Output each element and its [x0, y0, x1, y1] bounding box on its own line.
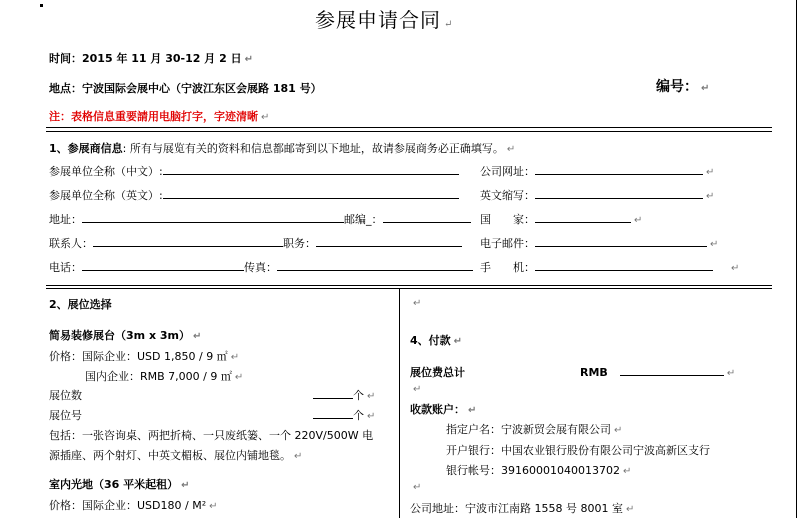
- field-contact: 联系人： 职务：: [49, 235, 462, 251]
- address-input[interactable]: [82, 211, 344, 223]
- section2-heading: 2、展位选择: [49, 298, 112, 311]
- company-address: 公司地址：宁波市江南路 1558 号 8001 室 ↵: [410, 502, 635, 515]
- double-rule-bottom: [46, 131, 772, 132]
- price-intl: 价格：国际企业：USD 1,850 / 9 ㎡ ↵: [49, 350, 240, 363]
- booth-no-input[interactable]: [313, 407, 353, 419]
- return-mark: ↵: [413, 298, 422, 309]
- field-cn-name: 参展单位全称（中文）:: [49, 163, 459, 179]
- phone-input[interactable]: [82, 259, 244, 271]
- en-name-input[interactable]: [163, 187, 459, 199]
- country-input[interactable]: [535, 211, 631, 223]
- event-place: 地点：宁波国际会展中心（宁波江东区会展路 181 号）: [49, 82, 322, 95]
- column-divider: [399, 289, 400, 518]
- red-note: 注：表格信息重要請用电脑打字，字迹清晰 ↵: [49, 110, 270, 123]
- booth-count-input[interactable]: [313, 387, 353, 399]
- contract-number-label: 编号： ↵: [656, 79, 710, 95]
- field-email: 电子邮件： ↵: [480, 237, 719, 250]
- cn-name-input[interactable]: [163, 163, 459, 175]
- field-website: 公司网址： ↵: [480, 165, 715, 178]
- payee-name: 指定户名：宁波新贸会展有限公司 ↵: [446, 423, 623, 436]
- field-address: 地址： 邮编_：: [49, 211, 471, 227]
- payee-account-label: 收款账户： ↵: [410, 403, 477, 416]
- raw-space-title: 室内光地（36 平米起租） ↵: [49, 478, 190, 491]
- section1-heading: 1、参展商信息: 所有与展览有关的资料和信息都邮寄到以下地址，故请参展商务必正确填写。 ↵: [49, 142, 516, 155]
- booth-fee-total-field: RMB ↵: [580, 366, 736, 379]
- section4-heading: 4、付款 ↵: [410, 334, 463, 347]
- field-phone: 电话： 传真：: [49, 259, 473, 275]
- section-divider-bottom: [46, 288, 772, 289]
- event-time: 时间：2015 年 11 月 30-12 月 2 日 ↵: [49, 52, 253, 65]
- double-rule-top: [46, 127, 772, 128]
- booth-no-label: 展位号: [49, 409, 82, 422]
- return-mark-3: ↵: [413, 482, 422, 493]
- booth-no-field: 个 ↵: [313, 407, 375, 423]
- booth-fee-total-label: 展位费总计: [410, 366, 465, 379]
- price-domestic: 国内企业：RMB 7,000 / 9 ㎡ ↵: [85, 370, 244, 383]
- field-en-abbr: 英文缩写： ↵: [480, 189, 715, 202]
- postcode-input[interactable]: [383, 211, 471, 223]
- simple-booth-title: 简易装修展台（3m x 3m） ↵: [49, 329, 202, 342]
- email-input[interactable]: [535, 235, 707, 247]
- position-input[interactable]: [316, 235, 462, 247]
- booth-count-field: 个 ↵: [313, 387, 375, 403]
- includes-line-1: 包括：一张咨询桌、两把折椅、一只废纸篓、一个 220V/500W 电: [49, 429, 374, 442]
- booth-fee-input[interactable]: [620, 364, 724, 376]
- booth-count-label: 展位数: [49, 389, 82, 402]
- raw-space-price: 价格：国际企业：USD180 / M² ↵: [49, 499, 218, 512]
- mobile-input[interactable]: [535, 259, 713, 271]
- field-en-name: 参展单位全称（英文）:: [49, 187, 459, 203]
- bank-name: 开户银行：中国农业银行股份有限公司宁波高新区支行: [446, 444, 710, 457]
- return-mark-2: ↵: [413, 384, 422, 395]
- bullet-dot: [40, 4, 43, 7]
- document-title: 参展申请合同 ↵: [315, 8, 454, 32]
- en-abbr-input[interactable]: [535, 187, 703, 199]
- account-number: 银行帐号：39160001040013702 ↵: [446, 464, 632, 477]
- website-input[interactable]: [535, 163, 703, 175]
- fax-input[interactable]: [277, 259, 473, 271]
- contact-input[interactable]: [93, 235, 283, 247]
- field-mobile: 手 机： ↵: [480, 261, 740, 274]
- section-divider-top: [46, 285, 772, 286]
- field-country: 国 家： ↵: [480, 213, 643, 226]
- includes-line-2: 源插座、两个射灯、中英文楣板、展位内铺地毯。 ↵: [49, 449, 303, 462]
